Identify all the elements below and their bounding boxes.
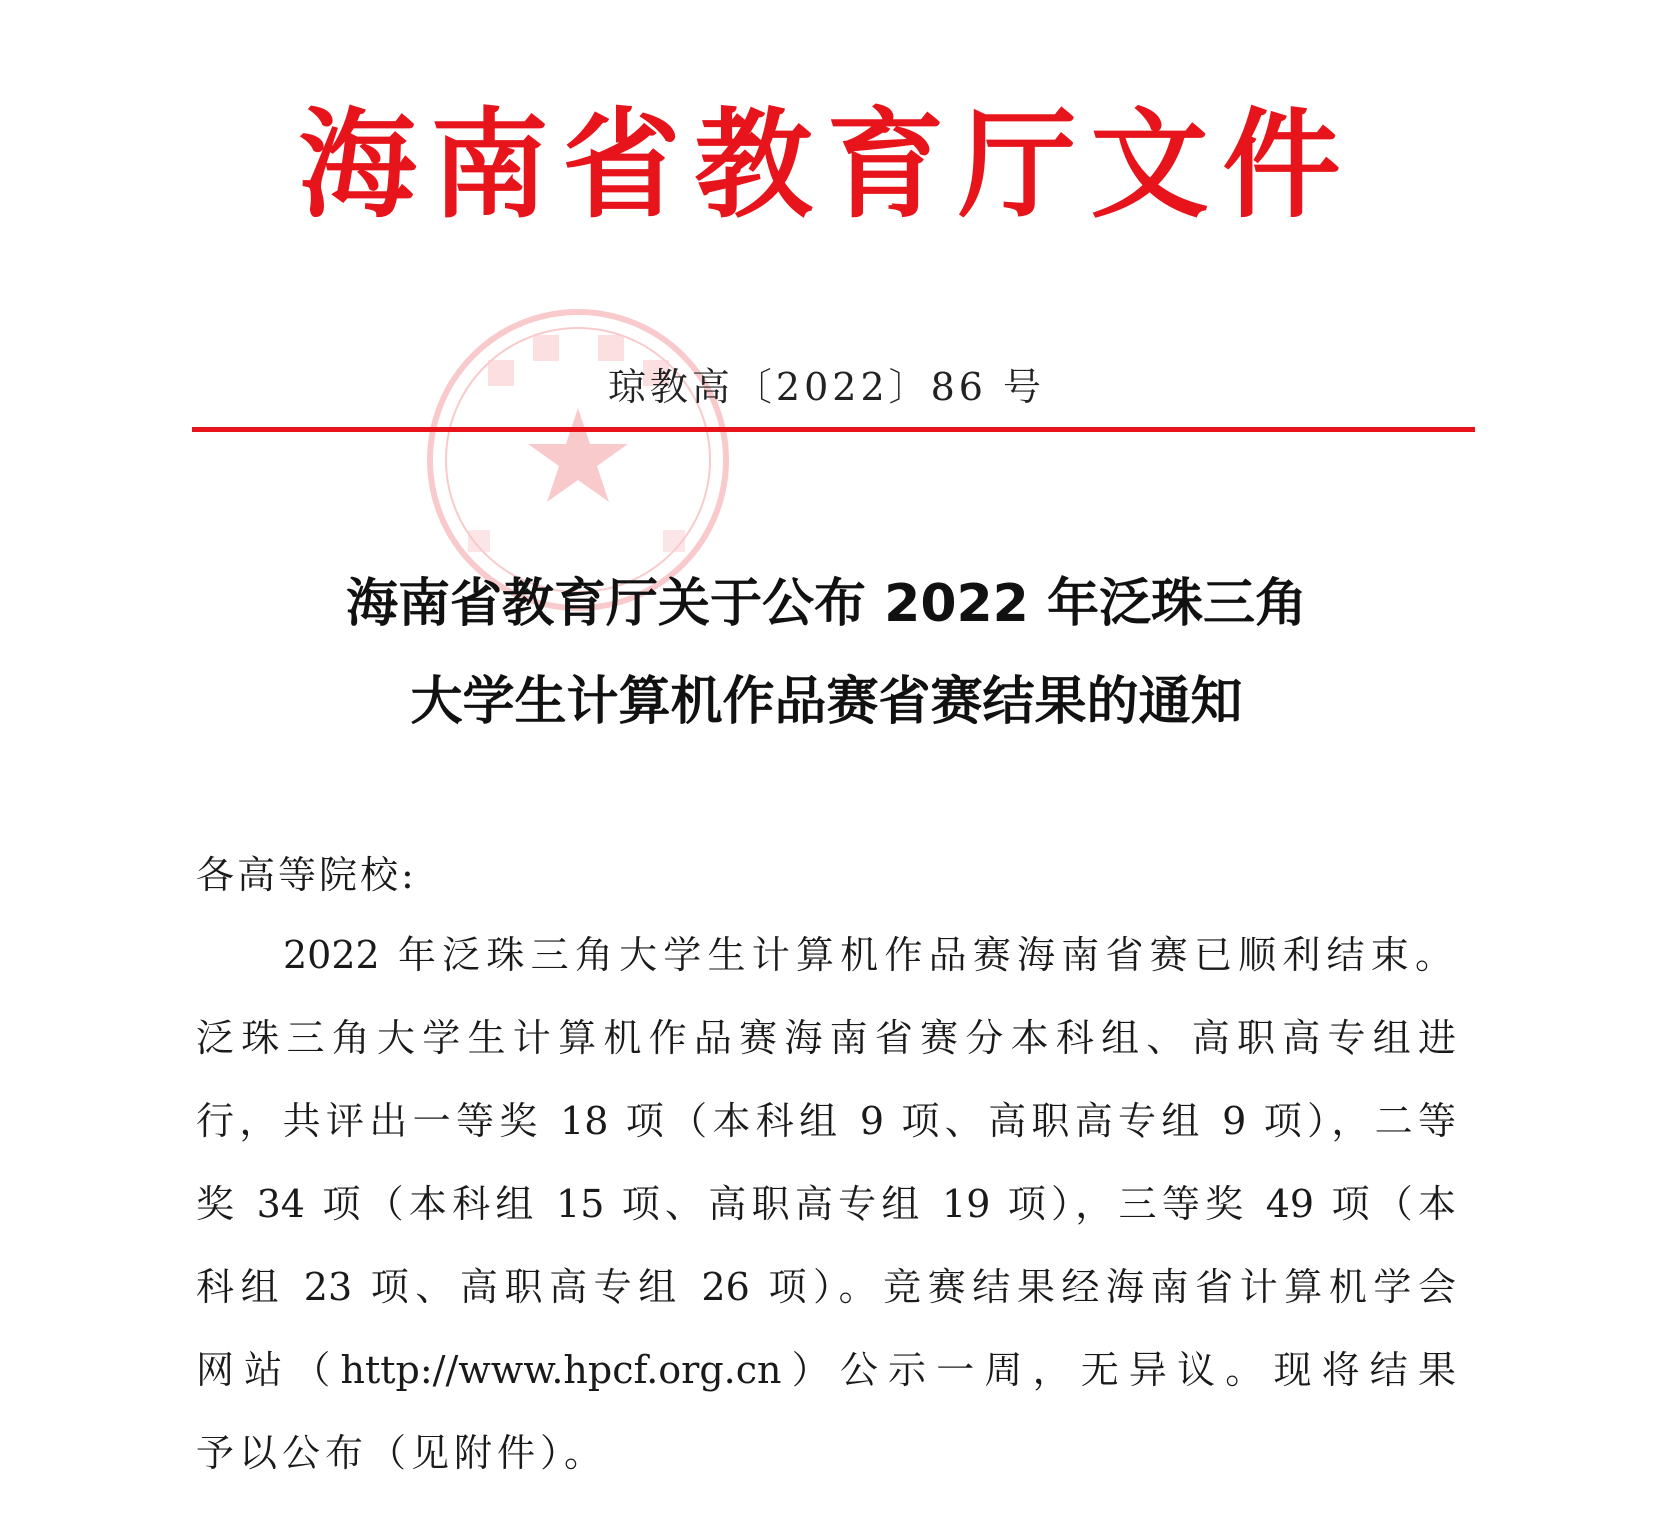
body-paragraph-line: 予以公布（见附件）。 — [196, 1431, 608, 1475]
salutation: 各高等院校: — [196, 853, 417, 897]
body-paragraph-line: 行，共评出一等奖 18 项（本科组 9 项、高职高专组 9 项），二等 — [196, 1099, 1456, 1143]
body-paragraph-line: 泛珠三角大学生计算机作品赛海南省赛分本科组、高职高专组进 — [196, 1016, 1456, 1060]
issuer-masthead: 海南省教育厅文件 — [298, 96, 1355, 234]
notice-title-line-2: 大学生计算机作品赛省赛结果的通知 — [410, 672, 1243, 732]
body-paragraph-line: 2022 年泛珠三角大学生计算机作品赛海南省赛已顺利结束。 — [283, 933, 1453, 977]
body-paragraph-line: 奖 34 项（本科组 15 项、高职高专组 19 项），三等奖 49 项（本 — [196, 1182, 1456, 1226]
body-paragraph-line: 网站（http://www.hpcf.org.cn）公示一周，无异议。现将结果 — [196, 1348, 1456, 1392]
red-divider-line — [192, 427, 1475, 432]
document-number: 琼教高〔2022〕86 号 — [607, 365, 1046, 409]
body-paragraph-line: 科组 23 项、高职高专组 26 项）。竞赛结果经海南省计算机学会 — [196, 1265, 1456, 1309]
notice-title-line-1: 海南省教育厅关于公布 2022 年泛珠三角 — [346, 574, 1307, 634]
